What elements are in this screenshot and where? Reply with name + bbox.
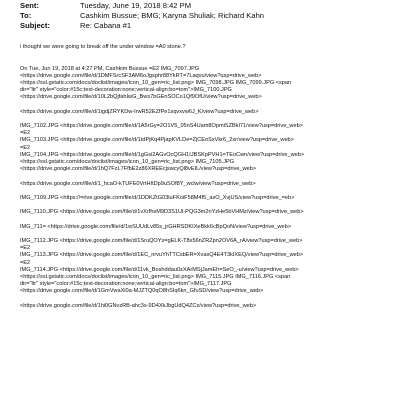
subject-value: Re: Cabana #1 (80, 21, 132, 30)
body-line: IMG_7109.JPG <https://=rive.google.com/file/d/1DDKZtG03luFKoiF58M4f5_axO_XvjUS/view?usp=drive_=eb> (20, 194, 295, 201)
body-line (20, 58, 392, 65)
body-line: i thought we were going to break off the under window =A0 stone.? (20, 44, 186, 50)
sent-label: Sent: (20, 1, 39, 10)
body-line (20, 116, 392, 123)
body-line (20, 217, 392, 224)
body-line: <https://drive.google.com/file/d/1hQ7FzL7FfbE2z86XREEcjswcyQl8vEIL/view?usp=drive_web> (20, 166, 257, 173)
body-line: <https://drive.google.com/file/d/1hi0GNvzRB-ahc3s-9D4XkJbgUdQ4ZCz/view?usp=drive_web> (20, 302, 257, 309)
body-line: IMG_7104.JPG <https://drive.google.com/file/d/1gGsi2AGvOcQGH1IJBSKpPVH1=TEoCwn/view?usp=drive_web> (20, 151, 305, 158)
body-line: IMG_7102.JPG <https://drive.google.com/file/d/1A5rGy=2O1V5_05nS4Uam8OpmiSZBkl71/view?usp=drive_web> (20, 123, 303, 130)
body-line: =E2 (20, 259, 31, 266)
body-line (20, 202, 392, 209)
body-line: <https://ssl.gstatic.com/docs/doclist/images/icon_10_gen=ric_list.png> IMG_7098.JPG IMG_7099.JPG <span (20, 79, 292, 86)
body-line: IMG_7114.JPG <https://drive.google.com/file/d/11vk_Boshddau0zXArMSjJamEh=SeO_-u/view?usp=drive_web> (20, 266, 299, 273)
to-value: Cashkim Bussue; BMG; Karyna Shuliak; Richard Kahn (80, 11, 265, 20)
body-line (20, 296, 392, 303)
body-line: IMG_7103.JPG <https://drive.google.com/file/d/1tdPjKq4PjapKVLDe=ZjCEoSxVkr6_2xr/view?usp=drive_web> (20, 137, 294, 144)
body-line: <https://drive.google.com/file/d/1igdjZRYKDw-IrwR52EZfPe1sqvxvw6J_K/view?usp=drive_web> (20, 108, 259, 115)
body-line (20, 231, 392, 238)
body-line: <https://ssl.gstatic.com/docs/doclist/images/icon_10_gen=ric_list.png> IMG_7105.JPG (20, 159, 235, 165)
email-body (20, 44, 392, 310)
body-line: <https://drive.google.com/file/d/1_hcaO-kTUFE0VrtHItDp9uSOf8Y_wclw/view?usp=drive_web> (20, 180, 256, 187)
body-line: IMG_711= <https://drive.google.com/file/d/1wSUUdLv85s_jrGHRSDKIXeBkk6cBpQoN/view?usp=drive_web> (20, 223, 292, 230)
body-line (20, 188, 392, 195)
body-line: <https://ssl.gstatic.com/docs/doclist/images/icon_10_gen=ric_list.png> IMG_7115.JPG IMG_7116.JPG <span (20, 274, 291, 280)
subject-label: Subject: (20, 21, 50, 30)
body-line: <https://drive.google.com/file/d/10L2bQjfahIwG_Bws7bGEnSOCo1Qf9OfU/view?usp=drive_web> (20, 94, 262, 101)
body-line: On Tue, Jun 19, 2018 at 4:27 PM, Cashkim Bussue =E2 IMG_7097.JPG (20, 65, 200, 72)
body-line: =E2 (20, 245, 31, 252)
body-line: dir="ltr" style="color:#15c;text-decoration:none;vertical-align:bo=tom">IMG_7117.JPG (20, 281, 232, 288)
to-label: To: (20, 11, 32, 20)
body-line: =E2 (20, 130, 31, 137)
body-line: IMG_7113.JPG <https://drive.google.com/file/d/1EC_nrvuYhTTCsbER=XvasQ4E4T3kIXEQ/view?usp=drive_web> (20, 252, 304, 259)
body-line: <https://drive.google.com/file/d/1GmVwaXi0a-MJZTQ0qO8hSIq6kn_GfuSD/view?usp=drive_web> (20, 288, 264, 295)
body-line: IMG_7112.JPG <https://drive.google.com/file/d/1SruQOYs=gELK-T8s56nZRZpn2OV6A_rA/view?usp=drive_web> (20, 238, 303, 245)
body-line (20, 51, 392, 58)
body-line: <https://drive.google.com/file/d/1DMFSrcSF3AM6oJgsphr88YkRT=7Laqvu/view?usp=drive_web> (20, 72, 262, 79)
body-line: =E2 (20, 144, 31, 151)
body-line (20, 173, 392, 180)
sent-value: Tuesday, June 19, 2018 8:42 PM (80, 1, 192, 10)
body-line: IMG_7110.JPG <https://drive.google.com/file/d/1vXrfhsM9D3S1Ul-PQG3m2nYzHe5bVHMz/view?usp=drive_web> (20, 209, 304, 216)
body-line: dir="ltr" style="color:#15c;text-decoration:none;vertical-align:bo=tom">IMG_7100.JPG (20, 87, 232, 94)
body-line (20, 102, 392, 109)
